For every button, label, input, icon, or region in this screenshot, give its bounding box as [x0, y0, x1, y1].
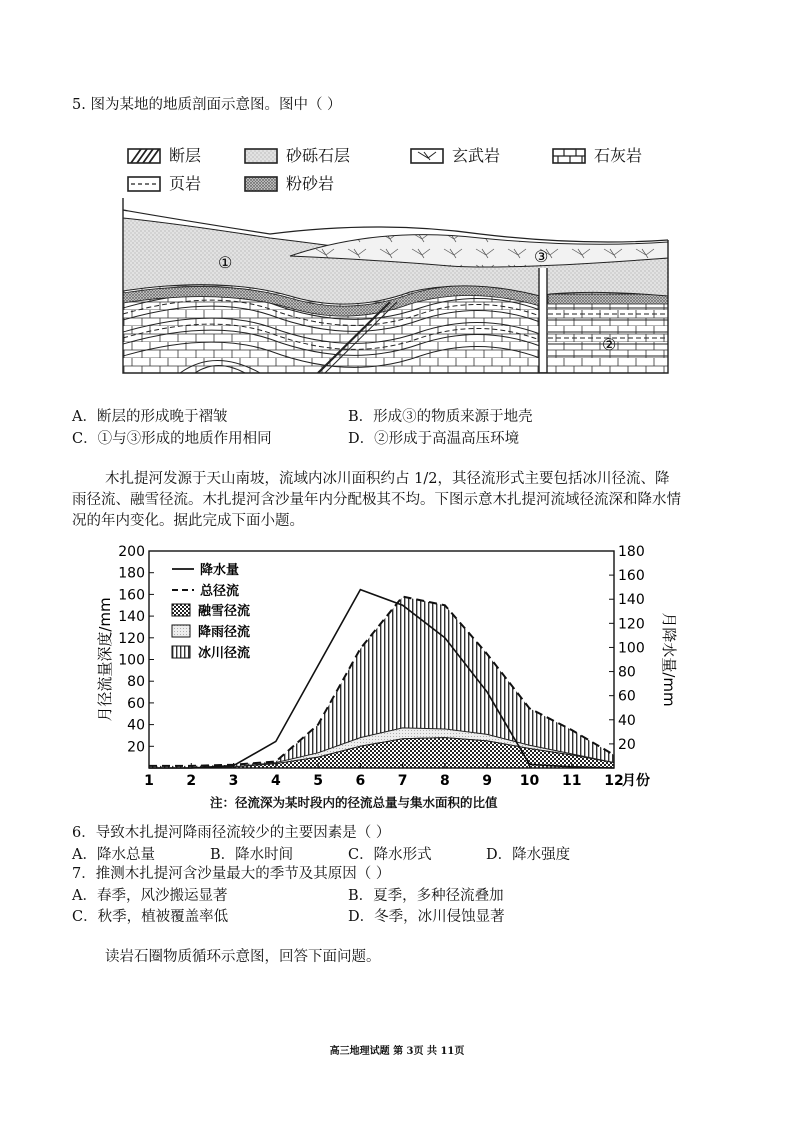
x-tick-label: 12	[604, 773, 624, 789]
right-tick-label: 100	[618, 640, 645, 657]
right-tick-label: 180	[618, 544, 645, 560]
x-tick-label: 11	[561, 773, 582, 789]
legend-shale	[127, 176, 201, 192]
left-tick-label: 40	[127, 717, 145, 734]
legend-basalt	[410, 148, 500, 164]
legend-fault	[127, 148, 201, 164]
q7-option-b: B．夏季，多种径流叠加	[348, 888, 504, 904]
legend-precip-label: 降水量	[200, 563, 240, 578]
passage-line-3: 况的年内变化。据此完成下面小题。	[72, 513, 304, 529]
geological-section-diagram	[120, 198, 675, 376]
next-section-intro: 读岩石圈物质循环示意图，回答下面问题。	[105, 949, 381, 965]
legend-limestone-label: 石灰岩	[594, 146, 643, 165]
q6-stem: 6．导致木扎提河降雨径流较少的主要因素是（ ）	[72, 825, 391, 841]
chart-note: 注：径流深为某时段内的径流总量与集水面积的比值	[210, 795, 498, 810]
right-tick-label: 20	[618, 736, 636, 753]
legend-gravel	[244, 148, 350, 164]
q5-option-c: C．①与③形成的地质作用相同	[72, 431, 272, 447]
left-tick-label: 200	[118, 544, 145, 560]
legend-rain-label: 降雨径流	[198, 625, 251, 640]
q5-option-d: D．②形成于高温高压环境	[348, 431, 520, 447]
basalt-swatch-icon	[410, 148, 444, 164]
right-tick-label: 160	[618, 568, 645, 585]
legend-siltstone	[244, 176, 334, 192]
x-tick-label: 3	[228, 773, 239, 789]
x-tick-label: 8	[440, 773, 450, 789]
y-axis-right-label: 月降水量/mm	[660, 612, 678, 707]
left-tick-label: 20	[127, 739, 145, 756]
right-tick-label: 60	[618, 688, 636, 705]
q5-option-b: B．形成③的物质来源于地壳	[348, 409, 533, 425]
left-tick-label: 180	[118, 565, 145, 582]
legend-glacier-swatch	[172, 646, 190, 658]
right-tick-label: 40	[618, 712, 636, 729]
marker-2: ②	[602, 335, 617, 354]
x-tick-label: 4	[270, 773, 281, 789]
q5-stem: 5. 图为某地的地质剖面示意图。图中（ ）	[72, 97, 342, 113]
gravel-swatch-icon	[244, 148, 278, 164]
legend-fault-label: 断层	[169, 146, 202, 165]
passage-line-2: 雨径流、融雪径流。木扎提河含沙量年内分配极其不均。下图示意木扎提河流域径流深和降水情	[72, 492, 681, 508]
q7-option-c: C．秋季，植被覆盖率低	[72, 909, 229, 925]
shale-swatch-icon	[127, 176, 161, 192]
right-tick-label: 80	[618, 664, 636, 681]
right-tick-label: 120	[618, 616, 645, 633]
left-tick-label: 100	[118, 652, 145, 669]
page-footer: 高三地理试题 第 3页 共 11页	[329, 1046, 465, 1057]
q7-option-d: D．冬季，冰川侵蚀显著	[348, 909, 505, 925]
legend-siltstone-label: 粉砂岩	[286, 174, 335, 193]
marker-1: ①	[218, 253, 233, 272]
legend-snow-swatch	[172, 604, 190, 616]
legend-rain-swatch	[172, 625, 190, 637]
legend-snow-label: 融雪径流	[198, 604, 251, 619]
q6-option-c: C．降水形式	[348, 847, 432, 863]
limestone-swatch-icon	[552, 148, 586, 164]
marker-3: ③	[534, 247, 549, 266]
q6-option-d: D．降水强度	[486, 847, 571, 863]
legend-glacier-label: 冰川径流	[198, 646, 251, 661]
left-tick-label: 140	[118, 609, 145, 626]
x-tick-label: 6	[355, 773, 366, 789]
y-axis-left-label: 月径流量深度/mm	[96, 597, 114, 722]
passage-line-1: 木扎提河发源于天山南坡，流域内冰川面积约占 1/2，其径流形式主要包括冰川径流、降	[105, 471, 670, 487]
left-tick-label: 60	[127, 695, 145, 712]
q5-option-a: A．断层的形成晚于褶皱	[72, 409, 228, 425]
legend-limestone	[552, 148, 642, 164]
q7-stem: 7．推测木扎提河含沙量最大的季节及其原因（ ）	[72, 866, 391, 882]
x-tick-label: 9	[482, 773, 493, 789]
x-axis-label: 月份	[622, 773, 650, 789]
x-tick-label: 5	[313, 773, 323, 789]
left-tick-label: 80	[127, 674, 145, 691]
x-tick-label: 10	[519, 773, 540, 789]
legend-basalt-label: 玄武岩	[452, 146, 501, 165]
legend-gravel-label: 砂砾石层	[286, 146, 351, 165]
q6-option-a: A．降水总量	[72, 847, 155, 863]
left-tick-label: 120	[118, 630, 145, 647]
legend-shale-label: 页岩	[169, 174, 202, 193]
legend-total-label: 总径流	[200, 584, 240, 599]
fault-swatch-icon	[127, 148, 161, 164]
q7-option-a: A．春季，风沙搬运显著	[72, 888, 228, 904]
x-tick-label: 1	[144, 773, 154, 789]
runoff-precip-chart	[92, 540, 692, 822]
siltstone-swatch-icon	[244, 176, 278, 192]
right-tick-label: 140	[618, 592, 645, 609]
x-tick-label: 7	[397, 773, 408, 789]
x-tick-label: 2	[186, 773, 197, 789]
q6-option-b: B．降水时间	[210, 847, 294, 863]
left-tick-label: 160	[118, 587, 145, 604]
